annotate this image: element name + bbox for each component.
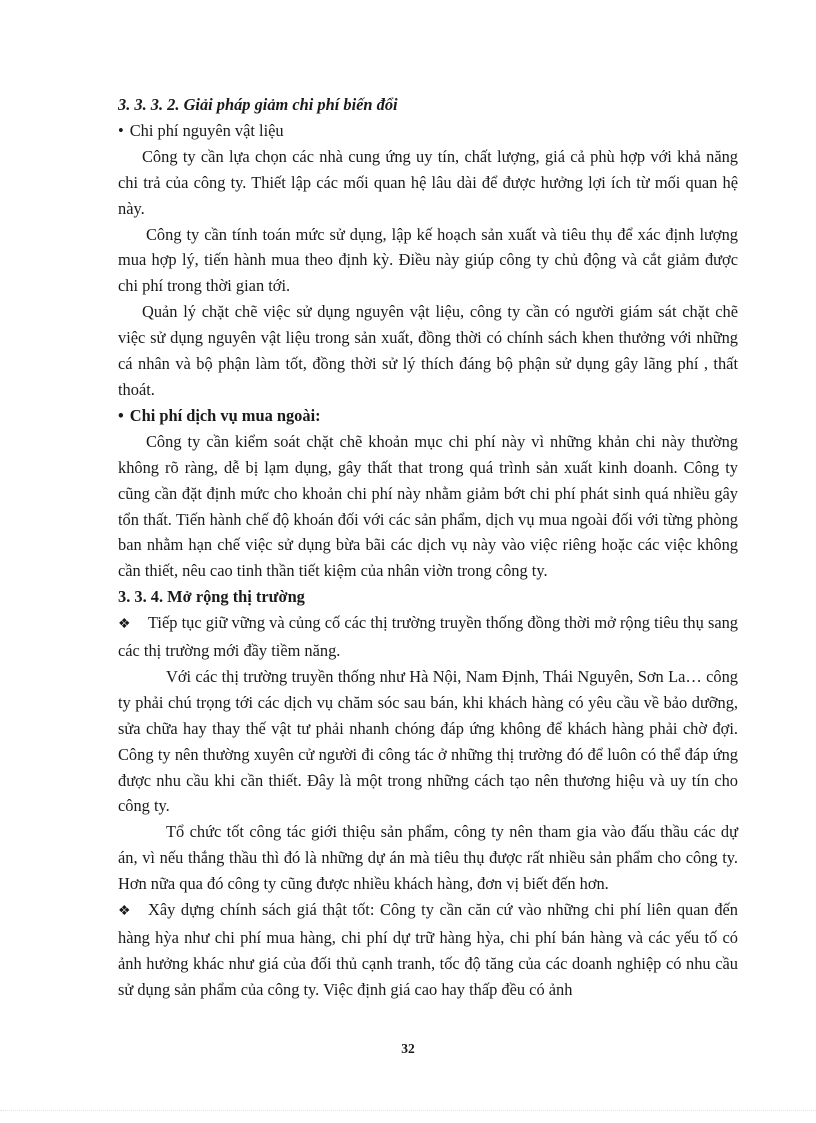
page-number: 32 bbox=[401, 1041, 415, 1056]
footer-divider bbox=[0, 1110, 816, 1111]
bullet-icon: • bbox=[118, 120, 124, 140]
subheading-label: Chi phí dịch vụ mua ngoài: bbox=[129, 405, 321, 425]
list-item-text: Tiếp tục giữ vững và củng cố các thị trường truyền thống đồng thời mở rộng tiêu thụ sang các thị trường mới đầy tiềm năng. bbox=[118, 613, 738, 661]
paragraph: Công ty cần lựa chọn các nhà cung ứng uy tín, chất lượng, giá cả phù hợp với khả năng chi trả của công ty. Thiết lập các mối quan hệ lâu dài để được hưởng lợi ích từ mối quan hệ này. bbox=[118, 146, 738, 218]
page-content bbox=[118, 92, 738, 1003]
bullet-icon: • bbox=[118, 405, 124, 425]
diamond-bullet-icon: ❖ bbox=[118, 904, 131, 920]
paragraph: Tổ chức tốt công tác giới thiệu sản phẩm, công ty nên tham gia vào đấu thầu các dự án, vì nếu thắng thầu thì đó là những dự án mà tiêu thụ được rất nhiều sản phẩm cho công ty. Hơn nữa qua đó công ty cũng được nhiều khách hàng, đơn vị biết đến hơn. bbox=[118, 822, 738, 894]
subheading-outsourced-services bbox=[118, 403, 738, 429]
section-heading-3332: 3. 3. 3. 2. Giải pháp giảm chi phí biến đổi bbox=[118, 95, 398, 114]
paragraph: Công ty cần kiểm soát chặt chẽ khoản mục chi phí này vì những khản chi này thường không rõ ràng, dễ bị lạm dụng, gây thất that trong quá trình sản xuất kinh doanh. Công ty cũng cần đặt định mức cho khoản chi phí này nhằm giảm bớt chi phí phát sinh quá nhiều gây tổn thất. Tiến hành chế độ khoán đối với các sản phẩm, dịch vụ mua ngoài đối với từng phòng ban nhằm hạn chế việc sử dụng bừa bãi các dịch vụ này vào việc riêng hoặc các việc không cần thiết, nêu cao tinh thần tiết kiệm của nhân viờn trong công ty. bbox=[118, 431, 738, 581]
subheading-label: Chi phí nguyên vật liệu bbox=[129, 120, 284, 140]
paragraph: Công ty cần tính toán mức sử dụng, lập kế hoạch sản xuất và tiêu thụ để xác định lượng mua hợp lý, tiến hành mua theo định kỳ. Điều này giúp công ty chủ động và cắt giảm được chi phí trong thời gian tới. bbox=[118, 224, 738, 296]
diamond-bullet-icon: ❖ bbox=[118, 617, 131, 633]
paragraph: Với các thị trường truyền thống như Hà Nội, Nam Định, Thái Nguyên, Sơn La… công ty phải chú trọng tới các dịch vụ chăm sóc sau bán, khi khách hàng có yêu cầu về bảo dưỡng, sửa chữa hay thay thế vật tư phải nhanh chóng đáp ứng không để khách hàng phải chờ đợi. Công ty nên thường xuyên cử người đi công tác ở những thị trường đó để luôn có thể đáp ứng được nhu cầu khi cần thiết. Đây là một trong những cách tạo nên thương hiệu và uy tín cho công ty. bbox=[118, 666, 738, 816]
list-item bbox=[118, 897, 738, 1003]
list-item bbox=[118, 610, 738, 664]
paragraph: Quản lý chặt chẽ việc sử dụng nguyên vật liệu, công ty cần có người giám sát chặt chẽ việc sử dụng nguyên vật liệu trong sản xuất, đồng thời có chính sách khen thưởng với những cá nhân và bộ phận làm tốt, đồng thời sử lý thích đáng bộ phận sử dụng gây lãng phí , thất thoát. bbox=[118, 302, 738, 399]
list-item-text: Xây dựng chính sách giá thật tốt: Công ty cần căn cứ vào những chi phí liên quan đến hàng hỳa như chi phí mua hàng, chi phí dự trữ hàng hỳa, chi phí bán hàng và các yếu tố có ảnh hưởng khác như giá của đối thủ cạnh tranh, tốc độ tăng của các doanh nghiệp có nhu cầu sử dụng sản phẩm của công ty. Việc định giá cao hay thấp đều có ảnh bbox=[118, 900, 738, 999]
subheading-material-cost bbox=[118, 118, 738, 144]
section-heading-334: 3. 3. 4. Mở rộng thị trường bbox=[118, 587, 305, 607]
